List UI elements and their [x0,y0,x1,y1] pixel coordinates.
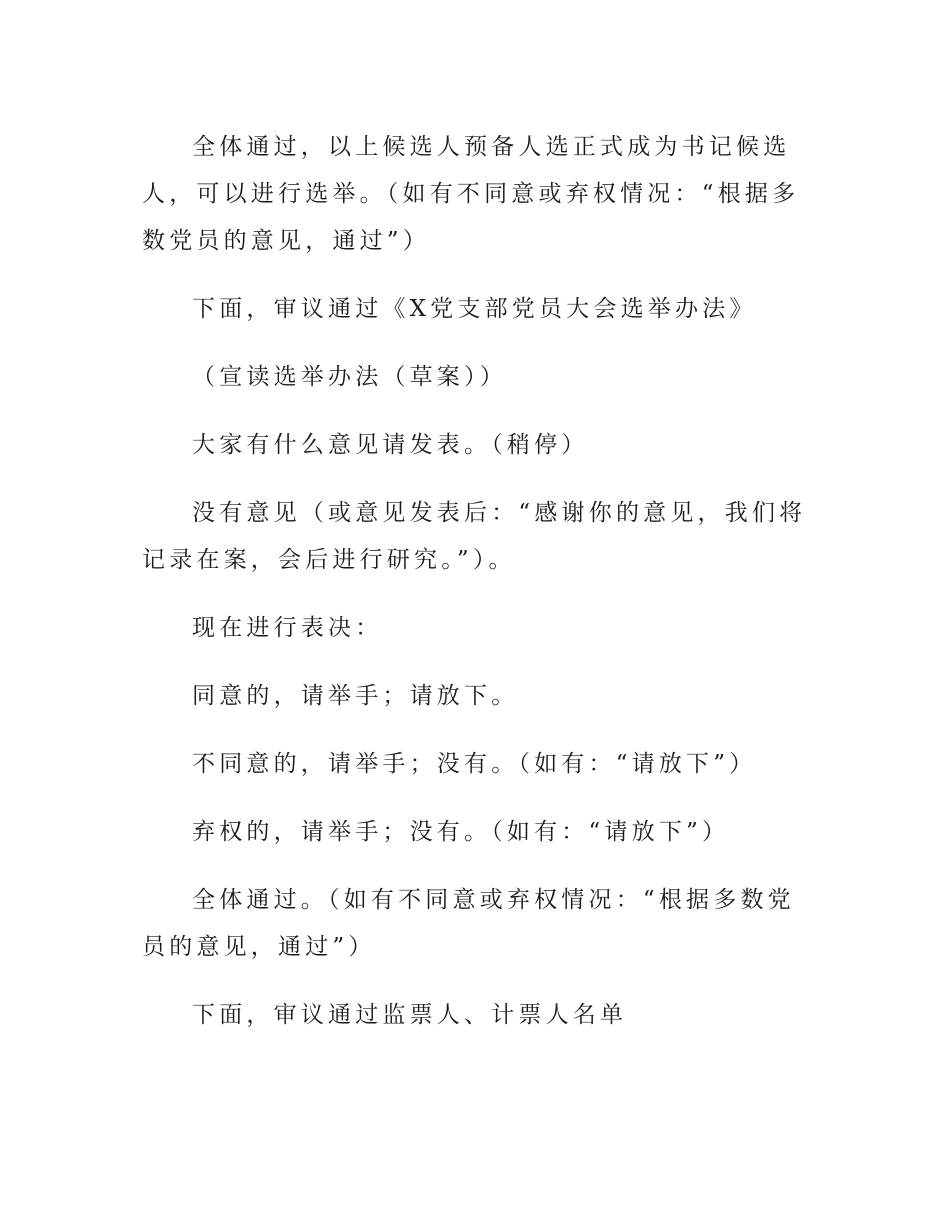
paragraph-read-draft: （宣读选举办法（草案）） [192,364,507,390]
paragraph-agree: 同意的，请举手；请放下。 [192,683,519,709]
paragraph-vote-now: 现在进行表决： [192,615,383,641]
paragraph-ask-opinions: 大家有什么意见请发表。（稍停） [192,432,589,458]
paragraph-review-tellers: 下面，审议通过监票人、计票人名单 [192,1002,628,1028]
paragraph-all-passed: 全体通过。（如有不同意或弃权情况：“根据多数党员的意见，通过”） [142,887,795,960]
paragraph-review-election-method: 下面，审议通过《X党支部党员大会选举办法》 [192,296,757,322]
document-body [142,124,810,1039]
paragraph-candidates-approved: 全体通过，以上候选人预备人选正式成为书记候选人，可以进行选举。（如有不同意或弃权情况：“根据多数党员的意见，通过”） [142,134,800,254]
paragraph-no-opinions: 没有意见（或意见发表后：“感谢你的意见，我们将记录在案，会后进行研究。”）。 [142,500,807,573]
paragraph-disagree: 不同意的，请举手；没有。（如有：“请放下”） [192,751,757,777]
paragraph-abstain: 弃权的，请举手；没有。（如有：“请放下”） [192,819,730,845]
